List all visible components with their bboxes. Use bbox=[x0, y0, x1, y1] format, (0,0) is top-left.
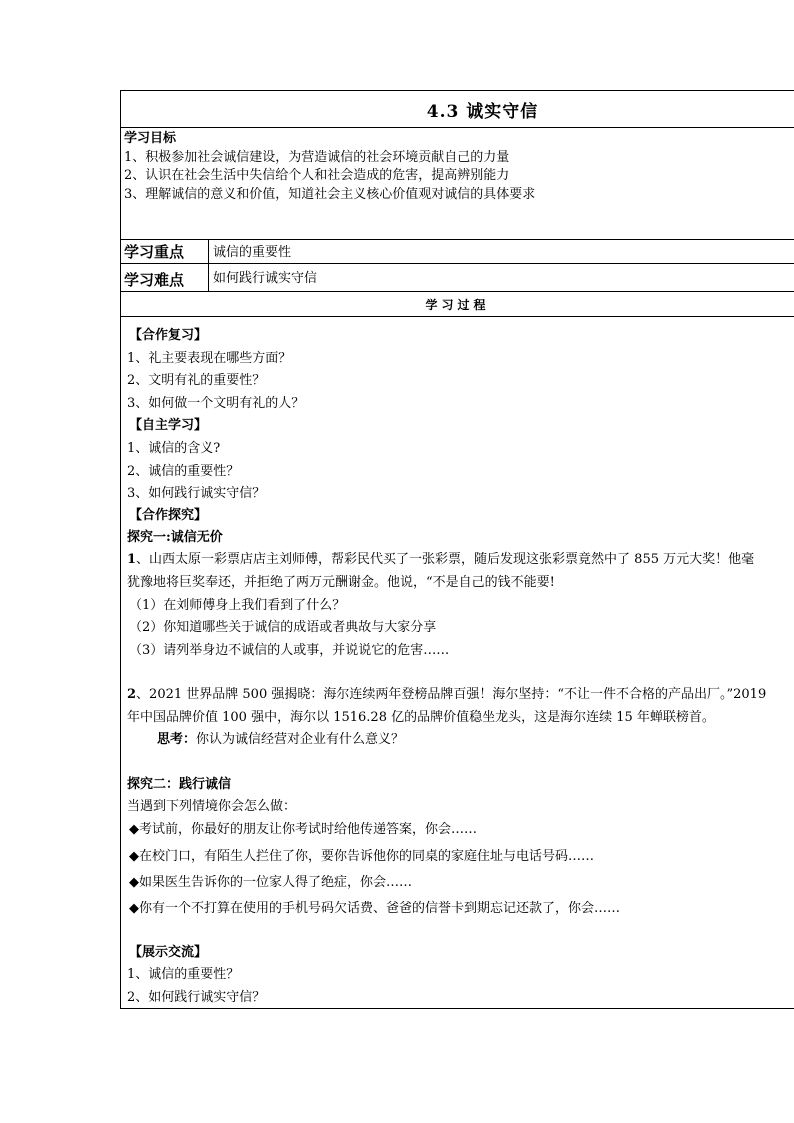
case1-question: （2）你知道哪些关于诚信的成语或者典故与大家分享 bbox=[129, 620, 437, 635]
goal-item: 3、理解诚信的意义和价值，知道社会主义核心价值观对诚信的具体要求 bbox=[124, 186, 536, 202]
difficulty-value: 如何践行诚实守信 bbox=[213, 271, 318, 286]
case1-question: （1）在刘师傅身上我们看到了什么？ bbox=[129, 598, 346, 613]
case2-line1: 2、2021 世界品牌 500 强揭晓：海尔连续两年登榜品牌百强！海尔坚持：“不让一件不合格的产品出厂。”2019 bbox=[127, 687, 767, 702]
self-study-item: 1、诚信的含义? bbox=[127, 441, 221, 456]
scenario-item: ◆在校门口，有陌生人拦住了你，要你告诉他你的同桌的家庭住址与电话号码…… bbox=[129, 849, 594, 864]
goal-item: 1、积极参加社会诚信建设，为营造诚信的社会环境贡献自己的力量 bbox=[124, 149, 510, 165]
key-point-value: 诚信的重要性 bbox=[213, 245, 292, 260]
review-item: 2、文明有礼的重要性？ bbox=[127, 373, 266, 388]
scenario-item: ◆你有一个不打算在使用的手机号码欠话费、爸爸的信誉卡到期忘记还款了，你会…… bbox=[129, 901, 620, 916]
goal-item: 2、认识在社会生活中失信给个人和社会造成的危害，提高辨别能力 bbox=[124, 168, 510, 183]
key-point-row bbox=[121, 240, 794, 264]
share-item: 1、诚信的重要性？ bbox=[127, 967, 240, 982]
review-item: 3、如何做一个文明有礼的人？ bbox=[127, 396, 305, 411]
process-label: 学习过程 bbox=[425, 297, 490, 312]
learning-goals bbox=[121, 128, 794, 240]
case1-line1: 1、山西太原一彩票店店主刘师傅，帮彩民代买了一张彩票，随后发现这张彩票竟然中了 855 万元大奖！他毫 bbox=[127, 552, 755, 567]
process-header bbox=[121, 292, 794, 317]
review-item: 1、礼主要表现在哪些方面？ bbox=[127, 351, 292, 366]
review-label: 【合作复习】 bbox=[129, 328, 208, 343]
difficulty-label: 学习难点 bbox=[121, 264, 209, 291]
part2-intro: 当遇到下列情境你会怎么做： bbox=[127, 799, 297, 814]
self-study-item: 3、如何践行诚实守信？ bbox=[127, 486, 266, 501]
case2-line2: 年中国品牌价值 100 强中，海尔以 1516.28 亿的品牌价值稳坐龙头，这是海尔连续 15 年蝉联榜首。 bbox=[127, 710, 715, 725]
share-item: 2、如何践行诚实守信？ bbox=[127, 990, 266, 1005]
self-study-label: 【自主学习】 bbox=[129, 418, 208, 433]
difficulty-row bbox=[121, 264, 794, 292]
think-question: 思考：你认为诚信经营对企业有什么意义？ bbox=[157, 732, 405, 747]
scenario-item: ◆考试前，你最好的朋友让你考试时给他传递答案，你会…… bbox=[129, 822, 477, 837]
case1-question: （3）请列举身边不诚信的人或事，并说说它的危害…… bbox=[129, 643, 450, 658]
think-label: 思考： bbox=[157, 732, 197, 747]
case2-number: 2 bbox=[127, 687, 137, 702]
lesson-plan-table bbox=[120, 90, 794, 1009]
self-study-item: 2、诚信的重要性？ bbox=[127, 464, 240, 479]
case1-line2: 犹豫地将巨奖奉还，并拒绝了两万元酬谢金。他说，“不是自己的钱不能要! bbox=[127, 575, 555, 590]
title-row bbox=[121, 91, 794, 128]
explore-part2-title: 探究二：践行诚信 bbox=[127, 777, 232, 792]
scenario-item: ◆如果医生告诉你的一位家人得了绝症，你会…… bbox=[129, 875, 412, 890]
explore-part1-title: 探究一:诚信无价 bbox=[127, 530, 223, 545]
share-label: 【展示交流】 bbox=[129, 945, 208, 960]
explore-label: 【合作探究】 bbox=[129, 508, 208, 523]
page-title: 4.3 诚实守信 bbox=[426, 101, 539, 122]
key-point-label: 学习重点 bbox=[121, 240, 209, 263]
case1-number: 1 bbox=[127, 552, 137, 567]
goals-label: 学习目标 bbox=[124, 131, 177, 146]
